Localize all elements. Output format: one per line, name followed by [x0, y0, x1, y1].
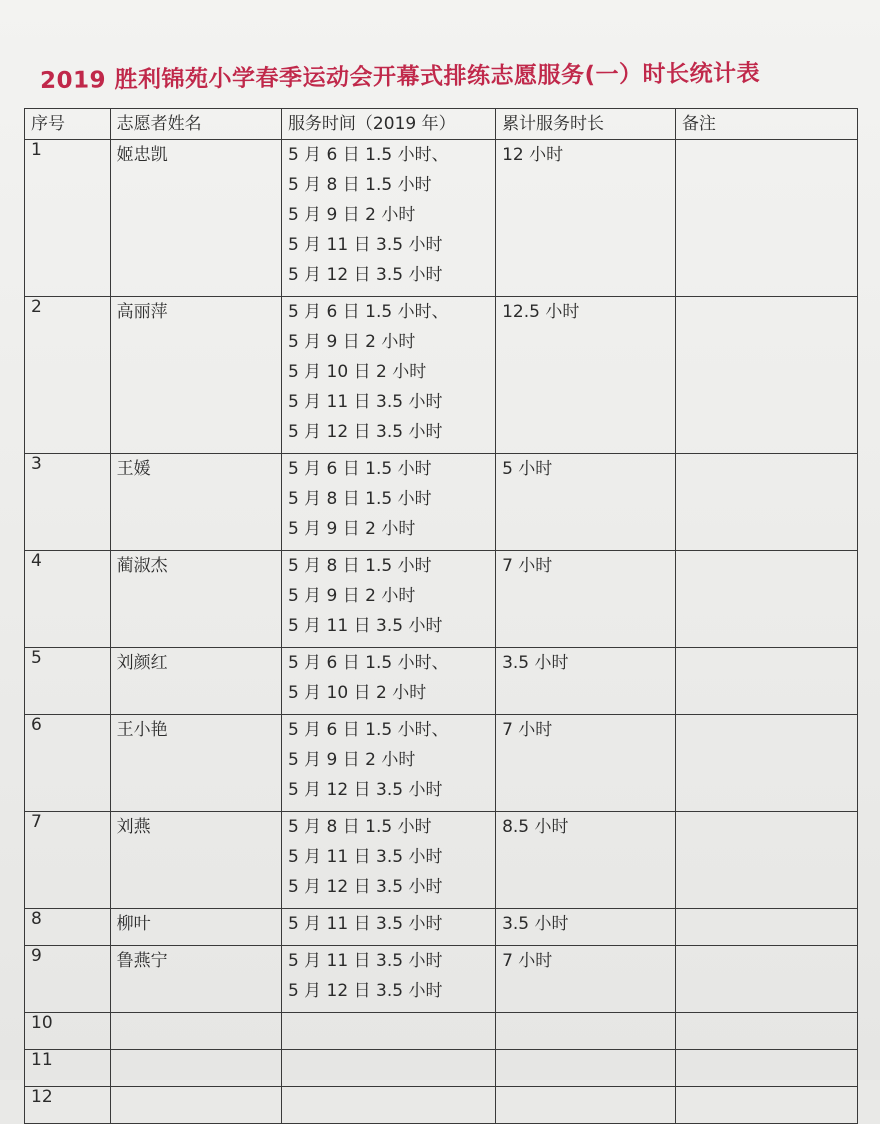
cell-serial-number: 11 — [25, 1050, 111, 1087]
cell-service-times — [281, 715, 495, 812]
service-time-entry: 5 月 12 日 3.5 小时 — [287, 877, 443, 897]
cell-serial-number: 1 — [25, 140, 111, 297]
cell-serial-number: 4 — [25, 551, 111, 648]
cell-volunteer-name — [110, 1087, 281, 1124]
service-time-entry: 5 月 11 日 3.5 小时 — [287, 914, 443, 934]
service-time-entry: 5 月 6 日 1.5 小时、 — [287, 302, 449, 322]
cell-volunteer-name: 鲁燕宁 — [110, 946, 281, 1013]
header-volunteer-name: 志愿者姓名 — [110, 109, 281, 140]
cell-volunteer-name — [110, 1013, 281, 1050]
cell-total-hours: 7 小时 — [496, 551, 676, 648]
service-time-entry: 5 月 11 日 3.5 小时 — [287, 235, 443, 255]
service-time-entry: 5 月 11 日 3.5 小时 — [287, 616, 443, 636]
cell-notes — [675, 715, 857, 812]
cell-serial-number: 6 — [25, 715, 111, 812]
service-time-entry: 5 月 11 日 3.5 小时 — [287, 951, 443, 971]
cell-notes — [675, 1087, 857, 1124]
service-time-entry: 5 月 9 日 2 小时 — [287, 205, 416, 225]
cell-volunteer-name — [110, 1050, 281, 1087]
cell-notes — [675, 946, 857, 1013]
cell-total-hours: 7 小时 — [496, 715, 676, 812]
cell-total-hours: 5 小时 — [496, 454, 676, 551]
table-row — [25, 1050, 858, 1087]
cell-total-hours: 12.5 小时 — [496, 297, 676, 454]
cell-total-hours: 8.5 小时 — [496, 812, 676, 909]
table-row — [25, 648, 858, 715]
cell-service-times — [281, 648, 495, 715]
cell-serial-number: 12 — [25, 1087, 111, 1124]
cell-notes — [675, 454, 857, 551]
table-row — [25, 715, 858, 812]
cell-volunteer-name: 王媛 — [110, 454, 281, 551]
cell-total-hours — [496, 1013, 676, 1050]
service-time-entry: 5 月 12 日 3.5 小时 — [287, 422, 443, 442]
cell-notes — [675, 1050, 857, 1087]
header-service-time: 服务时间（2019 年） — [281, 109, 495, 140]
cell-serial-number: 10 — [25, 1013, 111, 1050]
table-header-row — [25, 109, 858, 140]
table-row — [25, 140, 858, 297]
cell-notes — [675, 140, 857, 297]
table-row — [25, 551, 858, 648]
table-row — [25, 454, 858, 551]
cell-service-times — [281, 454, 495, 551]
service-time-entry: 5 月 12 日 3.5 小时 — [287, 981, 443, 1001]
cell-notes — [675, 297, 857, 454]
service-time-entry: 5 月 10 日 2 小时 — [287, 362, 427, 382]
cell-service-times — [281, 297, 495, 454]
cell-total-hours: 3.5 小时 — [496, 909, 676, 946]
service-time-entry: 5 月 9 日 2 小时 — [287, 332, 416, 352]
cell-service-times — [281, 909, 495, 946]
service-time-entry: 5 月 6 日 1.5 小时、 — [287, 720, 449, 740]
cell-serial-number: 7 — [25, 812, 111, 909]
cell-serial-number: 2 — [25, 297, 111, 454]
service-time-entry: 5 月 8 日 1.5 小时 — [287, 817, 432, 837]
table-row — [25, 812, 858, 909]
cell-service-times — [281, 812, 495, 909]
cell-volunteer-name: 姬忠凯 — [110, 140, 281, 297]
table-row — [25, 297, 858, 454]
header-notes: 备注 — [675, 109, 857, 140]
service-time-entry: 5 月 8 日 1.5 小时 — [287, 556, 432, 576]
service-time-entry: 5 月 9 日 2 小时 — [287, 750, 416, 770]
cell-total-hours: 12 小时 — [496, 140, 676, 297]
cell-service-times — [281, 946, 495, 1013]
service-time-entry: 5 月 12 日 3.5 小时 — [287, 780, 443, 800]
service-time-entry: 5 月 8 日 1.5 小时 — [287, 175, 432, 195]
service-time-entry: 5 月 10 日 2 小时 — [287, 683, 427, 703]
cell-notes — [675, 909, 857, 946]
cell-serial-number: 9 — [25, 946, 111, 1013]
cell-total-hours — [496, 1050, 676, 1087]
service-time-entry: 5 月 6 日 1.5 小时 — [287, 459, 432, 479]
service-time-entry: 5 月 12 日 3.5 小时 — [287, 265, 443, 285]
service-time-entry: 5 月 9 日 2 小时 — [287, 586, 416, 606]
table-row — [25, 946, 858, 1013]
table-row — [25, 909, 858, 946]
cell-serial-number: 5 — [25, 648, 111, 715]
cell-serial-number: 3 — [25, 454, 111, 551]
cell-volunteer-name: 刘燕 — [110, 812, 281, 909]
cell-service-times — [281, 1050, 495, 1087]
service-time-entry: 5 月 6 日 1.5 小时、 — [287, 653, 449, 673]
cell-volunteer-name: 刘颜红 — [110, 648, 281, 715]
table-body — [25, 140, 858, 1124]
cell-volunteer-name: 王小艳 — [110, 715, 281, 812]
cell-total-hours: 3.5 小时 — [496, 648, 676, 715]
cell-volunteer-name: 蔺淑杰 — [110, 551, 281, 648]
cell-notes — [675, 648, 857, 715]
service-time-entry: 5 月 9 日 2 小时 — [287, 519, 416, 539]
cell-serial-number: 8 — [25, 909, 111, 946]
volunteer-hours-table — [24, 108, 858, 1124]
service-time-entry: 5 月 8 日 1.5 小时 — [287, 489, 432, 509]
cell-total-hours — [496, 1087, 676, 1124]
cell-volunteer-name: 高丽萍 — [110, 297, 281, 454]
service-time-entry: 5 月 11 日 3.5 小时 — [287, 392, 443, 412]
cell-total-hours: 7 小时 — [496, 946, 676, 1013]
cell-volunteer-name: 柳叶 — [110, 909, 281, 946]
table-row — [25, 1087, 858, 1124]
cell-service-times — [281, 551, 495, 648]
cell-service-times — [281, 1087, 495, 1124]
cell-notes — [675, 1013, 857, 1050]
cell-notes — [675, 551, 857, 648]
cell-service-times — [281, 140, 495, 297]
header-serial-number: 序号 — [25, 109, 111, 140]
table-row — [25, 1013, 858, 1050]
service-time-entry: 5 月 11 日 3.5 小时 — [287, 847, 443, 867]
page-title: 2019 胜利锦苑小学春季运动会开幕式排练志愿服务(一）时长统计表 — [39, 60, 761, 94]
cell-notes — [675, 812, 857, 909]
service-time-entry: 5 月 6 日 1.5 小时、 — [287, 145, 449, 165]
cell-service-times — [281, 1013, 495, 1050]
header-total-hours: 累计服务时长 — [496, 109, 676, 140]
